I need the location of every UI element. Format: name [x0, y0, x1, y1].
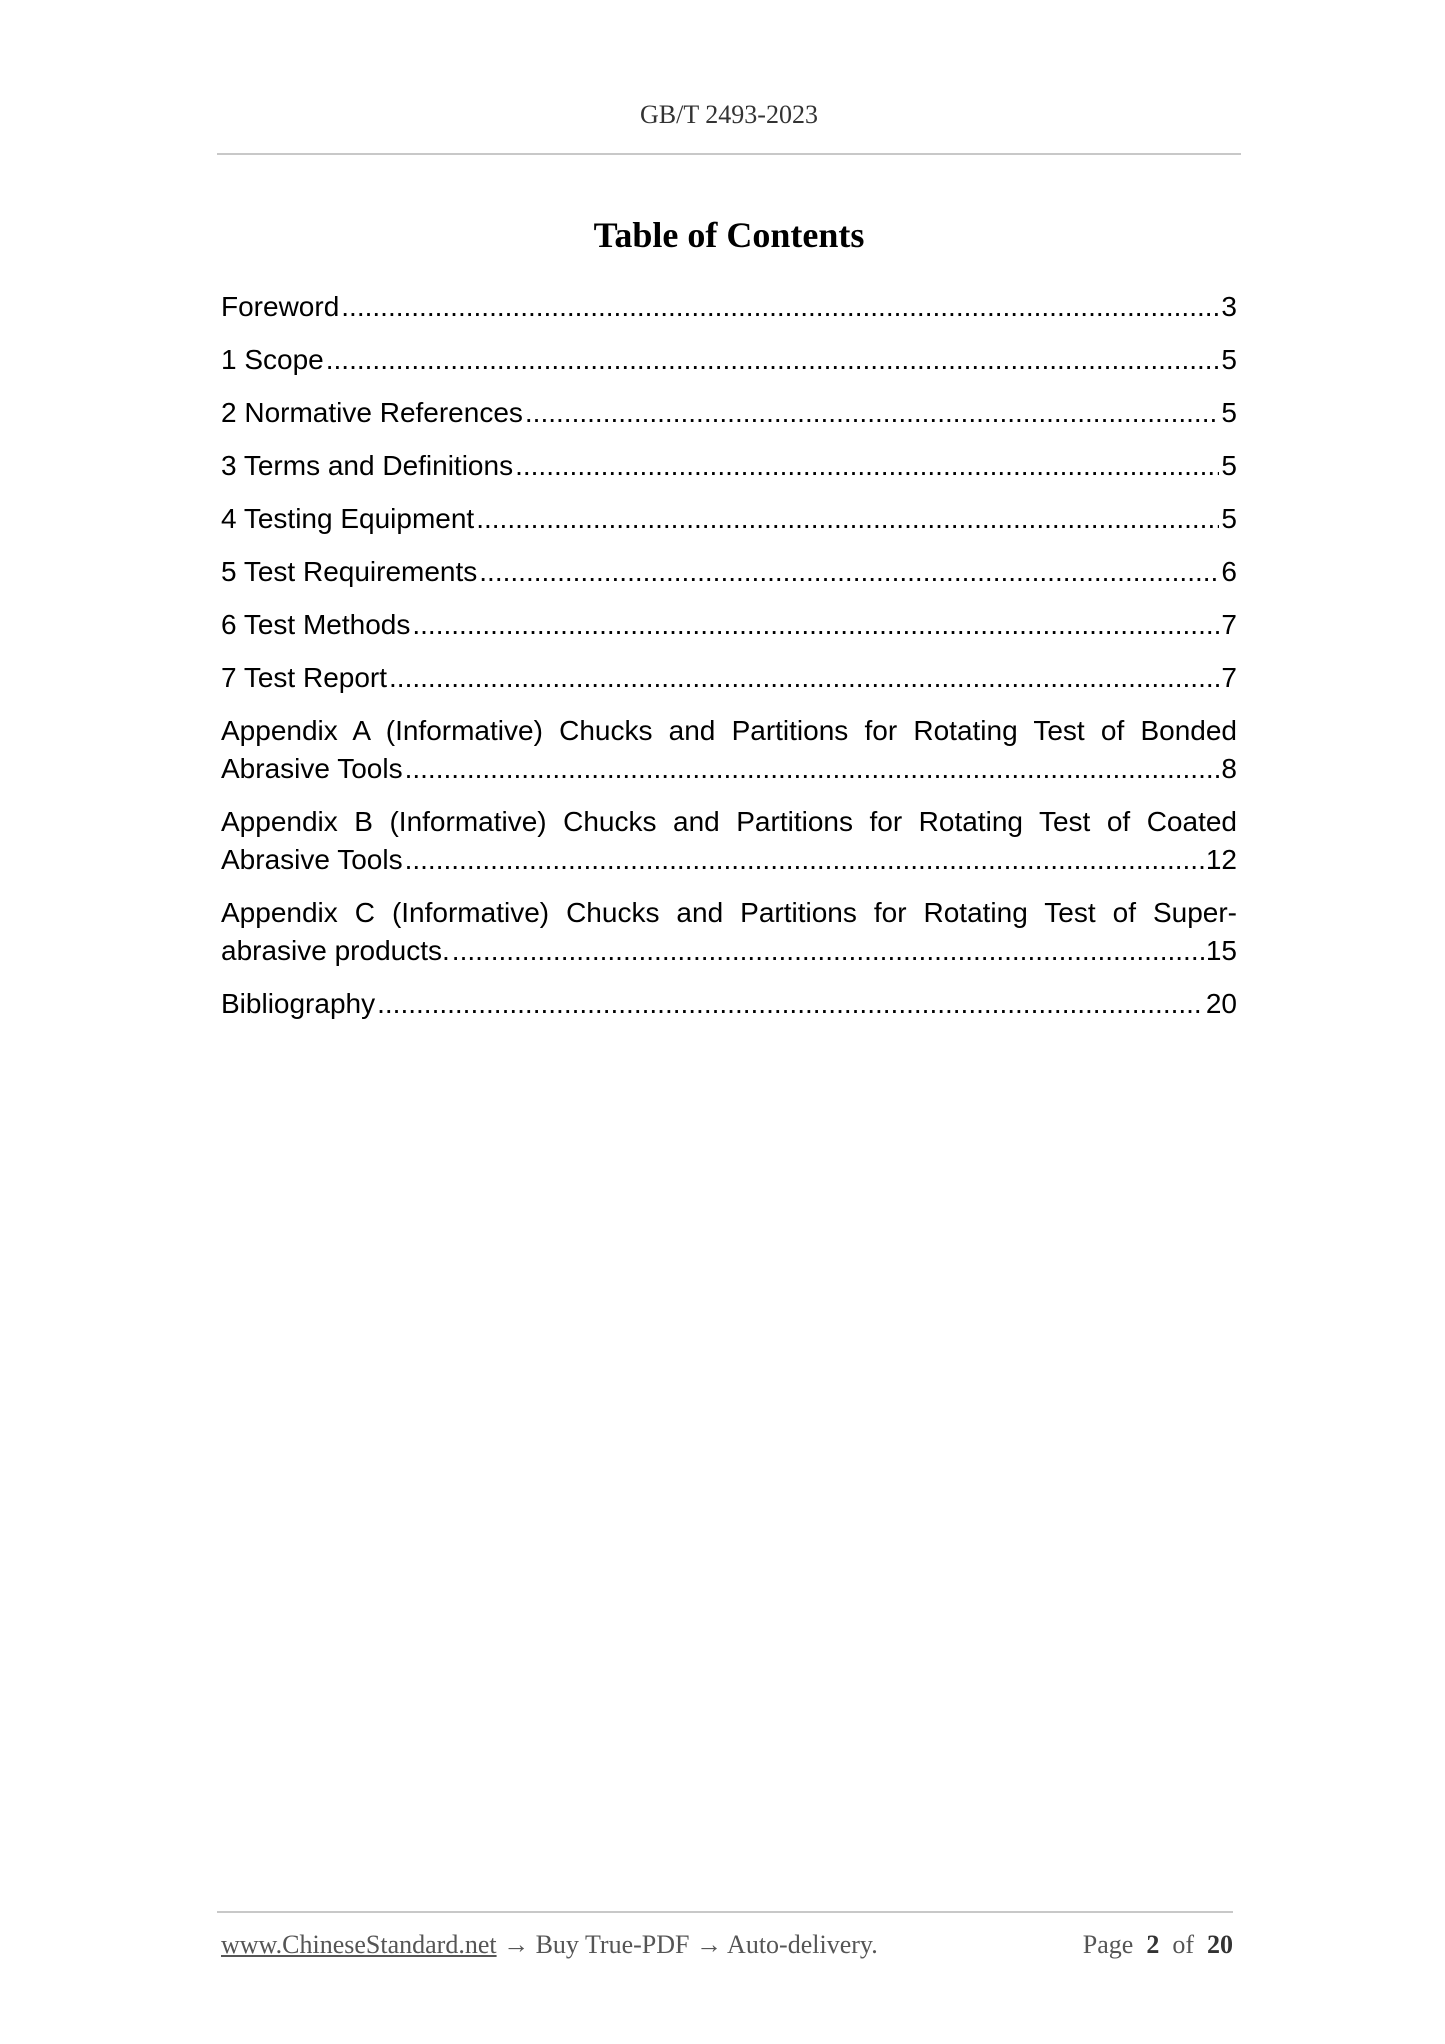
- toc-entry-terms-and-definitions[interactable]: [221, 447, 1237, 485]
- toc-entry-scope[interactable]: [221, 341, 1237, 379]
- toc-entry-page: 20: [1205, 988, 1237, 1019]
- toc-leader-dots: [479, 553, 1219, 591]
- page-word: Page: [1082, 1930, 1134, 1959]
- toc-entry-page: 5: [1221, 344, 1237, 375]
- toc-leader-dots: [525, 394, 1220, 432]
- toc-entry-label: 1 Scope: [221, 344, 324, 375]
- toc-entry-page: 5: [1221, 503, 1237, 534]
- toc-entry-label: 3 Terms and Definitions: [221, 450, 514, 481]
- toc-entry-label: 5 Test Requirements: [221, 556, 478, 587]
- toc-entry-label-continued: Abrasive Tools: [221, 753, 403, 784]
- toc-entry-label: Appendix A (Informative) Chucks and Partitions for Rotating Test of Bonded: [221, 715, 1237, 746]
- document-header: GB/T 2493-2023: [640, 100, 818, 129]
- toc-entry-label: 4 Testing Equipment: [221, 503, 475, 534]
- toc-entry-appendix-b[interactable]: [221, 803, 1237, 879]
- toc-leader-dots: [515, 447, 1219, 485]
- table-of-contents: [221, 288, 1237, 1038]
- toc-leader-dots: [405, 750, 1220, 788]
- toc-entry-label: Appendix C (Informative) Chucks and Partitions for Rotating Test of Super-: [221, 897, 1237, 928]
- toc-entry-appendix-c[interactable]: [221, 894, 1237, 970]
- toc-entry-label: 6 Test Methods: [221, 609, 411, 640]
- toc-leader-dots: [452, 932, 1204, 970]
- footer-divider: [217, 1911, 1233, 1913]
- page-current: 2: [1146, 1930, 1160, 1959]
- footer-promo: [221, 1930, 878, 1960]
- toc-entry-test-methods[interactable]: [221, 606, 1237, 644]
- toc-entry-label: 7 Test Report: [221, 662, 388, 693]
- toc-entry-label-continued: abrasive products.: [221, 935, 450, 966]
- toc-entry-bibliography[interactable]: [221, 985, 1237, 1023]
- toc-entry-page: 7: [1221, 609, 1237, 640]
- toc-title: Table of Contents: [593, 215, 865, 255]
- toc-entry-label-continued: Abrasive Tools: [221, 844, 403, 875]
- toc-leader-dots: [405, 841, 1204, 879]
- toc-leader-dots: [476, 500, 1219, 538]
- toc-entry-foreword[interactable]: [221, 288, 1237, 326]
- toc-entry-page: 5: [1221, 397, 1237, 428]
- toc-entry-page: 15: [1205, 935, 1237, 966]
- toc-entry-page: 8: [1221, 753, 1237, 784]
- toc-entry-label: 2 Normative References: [221, 397, 523, 428]
- toc-entry-page: 6: [1221, 556, 1237, 587]
- toc-entry-page: 7: [1221, 662, 1237, 693]
- toc-entry-normative-references[interactable]: [221, 394, 1237, 432]
- toc-entry-page: 12: [1205, 844, 1237, 875]
- toc-leader-dots: [341, 288, 1219, 326]
- toc-entry-label: Appendix B (Informative) Chucks and Partitions for Rotating Test of Coated: [221, 806, 1237, 837]
- page-footer: [221, 1930, 1233, 1960]
- toc-entry-page: 3: [1221, 291, 1237, 322]
- toc-leader-dots: [377, 985, 1204, 1023]
- toc-entry-label: Foreword: [221, 291, 340, 322]
- toc-entry-test-requirements[interactable]: [221, 553, 1237, 591]
- toc-leader-dots: [412, 606, 1219, 644]
- toc-entry-label: Bibliography: [221, 988, 376, 1019]
- toc-entry-page: 5: [1221, 450, 1237, 481]
- site-link[interactable]: www.ChineseStandard.net: [221, 1930, 497, 1959]
- toc-entry-test-report[interactable]: [221, 659, 1237, 697]
- page-number: [1083, 1930, 1233, 1960]
- toc-entry-appendix-a[interactable]: [221, 712, 1237, 788]
- toc-leader-dots: [326, 341, 1220, 379]
- toc-entry-testing-equipment[interactable]: [221, 500, 1237, 538]
- of-word: of: [1172, 1930, 1194, 1959]
- header-divider: [217, 153, 1241, 155]
- page-total: 20: [1207, 1930, 1233, 1959]
- toc-leader-dots: [389, 659, 1219, 697]
- footer-tagline: → Buy True-PDF → Auto-delivery.: [496, 1930, 878, 1959]
